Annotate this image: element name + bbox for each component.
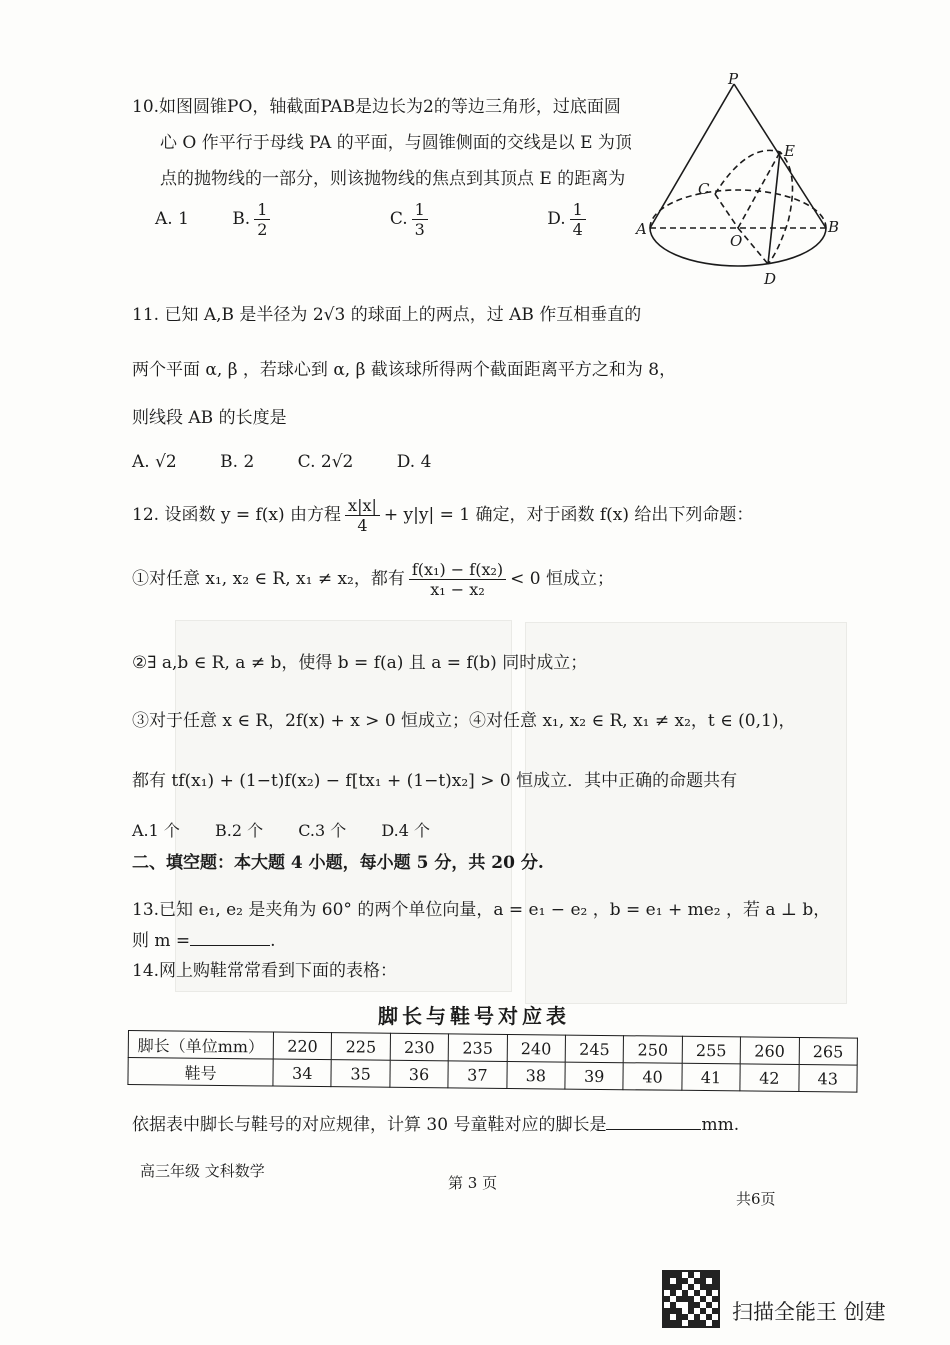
q13-line2	[132, 926, 276, 951]
table-cell: 230	[390, 1033, 449, 1061]
q10-option-c: C. $\frac{1}{3}$	[390, 209, 504, 229]
section-2-heading: 二、填空题：本大题 4 小题，每小题 5 分，共 20 分.	[132, 853, 544, 873]
q12-options	[132, 818, 468, 841]
q11-line1: 11. 已知 A,B 是半径为 2√3 的球面上的两点，过 AB 作互相垂直的	[132, 305, 642, 325]
q12-claim1-post: < 0 恒成立；	[510, 569, 615, 589]
table-header-shoe-size: 鞋号	[128, 1058, 273, 1087]
table-cell: 37	[448, 1061, 507, 1089]
q12-claim1	[132, 560, 614, 599]
table-cell: 255	[682, 1036, 741, 1064]
q11-options	[132, 452, 469, 472]
q10-options	[155, 200, 700, 239]
table-cell: 36	[390, 1060, 449, 1088]
q10-line2: 心 O 作平行于母线 PA 的平面，与圆锥侧面的交线是以 E 为顶	[160, 133, 632, 153]
q11-option-c: C. 2√2	[297, 452, 354, 472]
table-cell: 225	[332, 1033, 391, 1061]
q12-claim2: ②∃ a,b ∈ R, a ≠ b，使得 b = f(a) 且 a = f(b) 同时成立；	[132, 653, 588, 673]
qr-code-icon	[662, 1270, 720, 1328]
q11-option-d: D. 4	[396, 452, 432, 472]
cone-label-a: A	[636, 220, 647, 238]
q14-answer-blank[interactable]	[606, 1115, 701, 1130]
cone-label-d: D	[764, 270, 777, 288]
cone-label-o: O	[730, 232, 743, 250]
q10-option-d: D. $\frac{1}{4}$	[547, 209, 662, 229]
q13-m-label: 则 m =	[132, 931, 191, 951]
table-cell: 245	[565, 1035, 624, 1063]
footer-grade-subject: 高三年级 文科数学	[140, 1162, 265, 1180]
q14-unit: mm.	[701, 1115, 740, 1135]
q11-line2: 两个平面 α, β ，若球心到 α, β 截该球所得两个截面距离平方之和为 8，	[132, 360, 677, 380]
q12-line1-post: + y|y| = 1 确定，对于函数 f(x) 给出下列命题：	[383, 505, 754, 525]
table-cell: 220	[273, 1032, 332, 1060]
table-cell: 38	[506, 1061, 565, 1089]
table-cell: 39	[565, 1062, 624, 1090]
q10-option-a: A. 1	[155, 209, 189, 229]
cone-label-e: E	[784, 142, 795, 160]
bleed-through-right-box	[525, 622, 847, 1004]
footer-total-pages: 共6页	[736, 1190, 776, 1208]
q11-option-a: A. √2	[132, 452, 177, 472]
table-cell: 42	[740, 1064, 799, 1092]
q12-claim1-pre: ①对任意 x₁, x₂ ∈ R, x₁ ≠ x₂，都有	[132, 569, 405, 589]
q10-option-b: B. $\frac{1}{2}$	[232, 209, 346, 229]
q13-line1: 13.已知 e₁, e₂ 是夹角为 60° 的两个单位向量，a = e₁ − e₂ ，b = e₁ + me₂ ，若 a ⊥ b，	[132, 900, 831, 920]
q12-option-d: D.4 个	[381, 821, 430, 840]
q10-line3: 点的抛物线的一部分，则该抛物线的焦点到其顶点 E 的距离为	[160, 169, 626, 189]
q12-claim3: ③对于任意 x ∈ R，2f(x) + x > 0 恒成立；④对任意 x₁, x₂ ∈ R, x₁ ≠ x₂，t ∈ (0,1)，	[132, 711, 796, 731]
q14-question-text: 依据表中脚长与鞋号的对应规律，计算 30 号童鞋对应的脚长是	[132, 1115, 607, 1135]
table-cell: 40	[623, 1063, 682, 1091]
table-cell: 35	[331, 1060, 390, 1088]
q12-line1	[132, 496, 753, 535]
q14-question	[132, 1110, 739, 1135]
table-cell: 260	[740, 1037, 799, 1065]
q12-claim1-fraction: $\frac{\text{f(x₁) − f(x₂)}}{\text{x₁ − x₂}}$	[409, 560, 506, 599]
q12-option-a: A.1 个	[132, 821, 180, 840]
table-cell: 43	[798, 1065, 857, 1093]
q13-answer-blank[interactable]	[190, 931, 270, 946]
q12-claim4: 都有 tf(x₁) + (1−t)f(x₂) − f[tx₁ + (1−t)x₂] > 0 恒成立．其中正确的命题共有	[132, 771, 738, 791]
shoe-size-table	[127, 1030, 858, 1093]
scanner-watermark: 扫描全能王 创建	[732, 1300, 886, 1324]
q13-period: .	[270, 931, 276, 951]
q11-line3: 则线段 AB 的长度是	[132, 408, 287, 428]
footer-page-number: 第 3 页	[448, 1174, 498, 1192]
table-cell: 240	[507, 1034, 566, 1062]
q12-line1-pre: 12. 设函数 y = f(x) 由方程	[132, 505, 342, 525]
q12-fraction: $\frac{x|x|}{4}$	[345, 496, 380, 535]
table-title: 脚长与鞋号对应表	[378, 1004, 570, 1028]
table-cell: 34	[273, 1059, 332, 1087]
q10-line1: 10.如图圆锥PO，轴截面PAB是边长为2的等边三角形，过底面圆	[132, 97, 621, 117]
table-cell: 250	[624, 1036, 683, 1064]
cone-label-p: P	[728, 72, 739, 88]
cone-label-b: B	[828, 218, 840, 236]
q11-option-b: B. 2	[220, 452, 255, 472]
q14-line1: 14.网上购鞋常常看到下面的表格：	[132, 961, 398, 981]
q12-option-b: B.2 个	[215, 821, 264, 840]
table-header-foot-length: 脚长（单位mm）	[128, 1031, 273, 1060]
cone-figure	[630, 72, 850, 292]
q12-option-c: C.3 个	[298, 821, 347, 840]
table-cell: 41	[682, 1063, 741, 1091]
cone-label-c: C	[698, 180, 710, 198]
table-cell: 235	[448, 1034, 507, 1062]
table-cell: 265	[799, 1038, 858, 1066]
